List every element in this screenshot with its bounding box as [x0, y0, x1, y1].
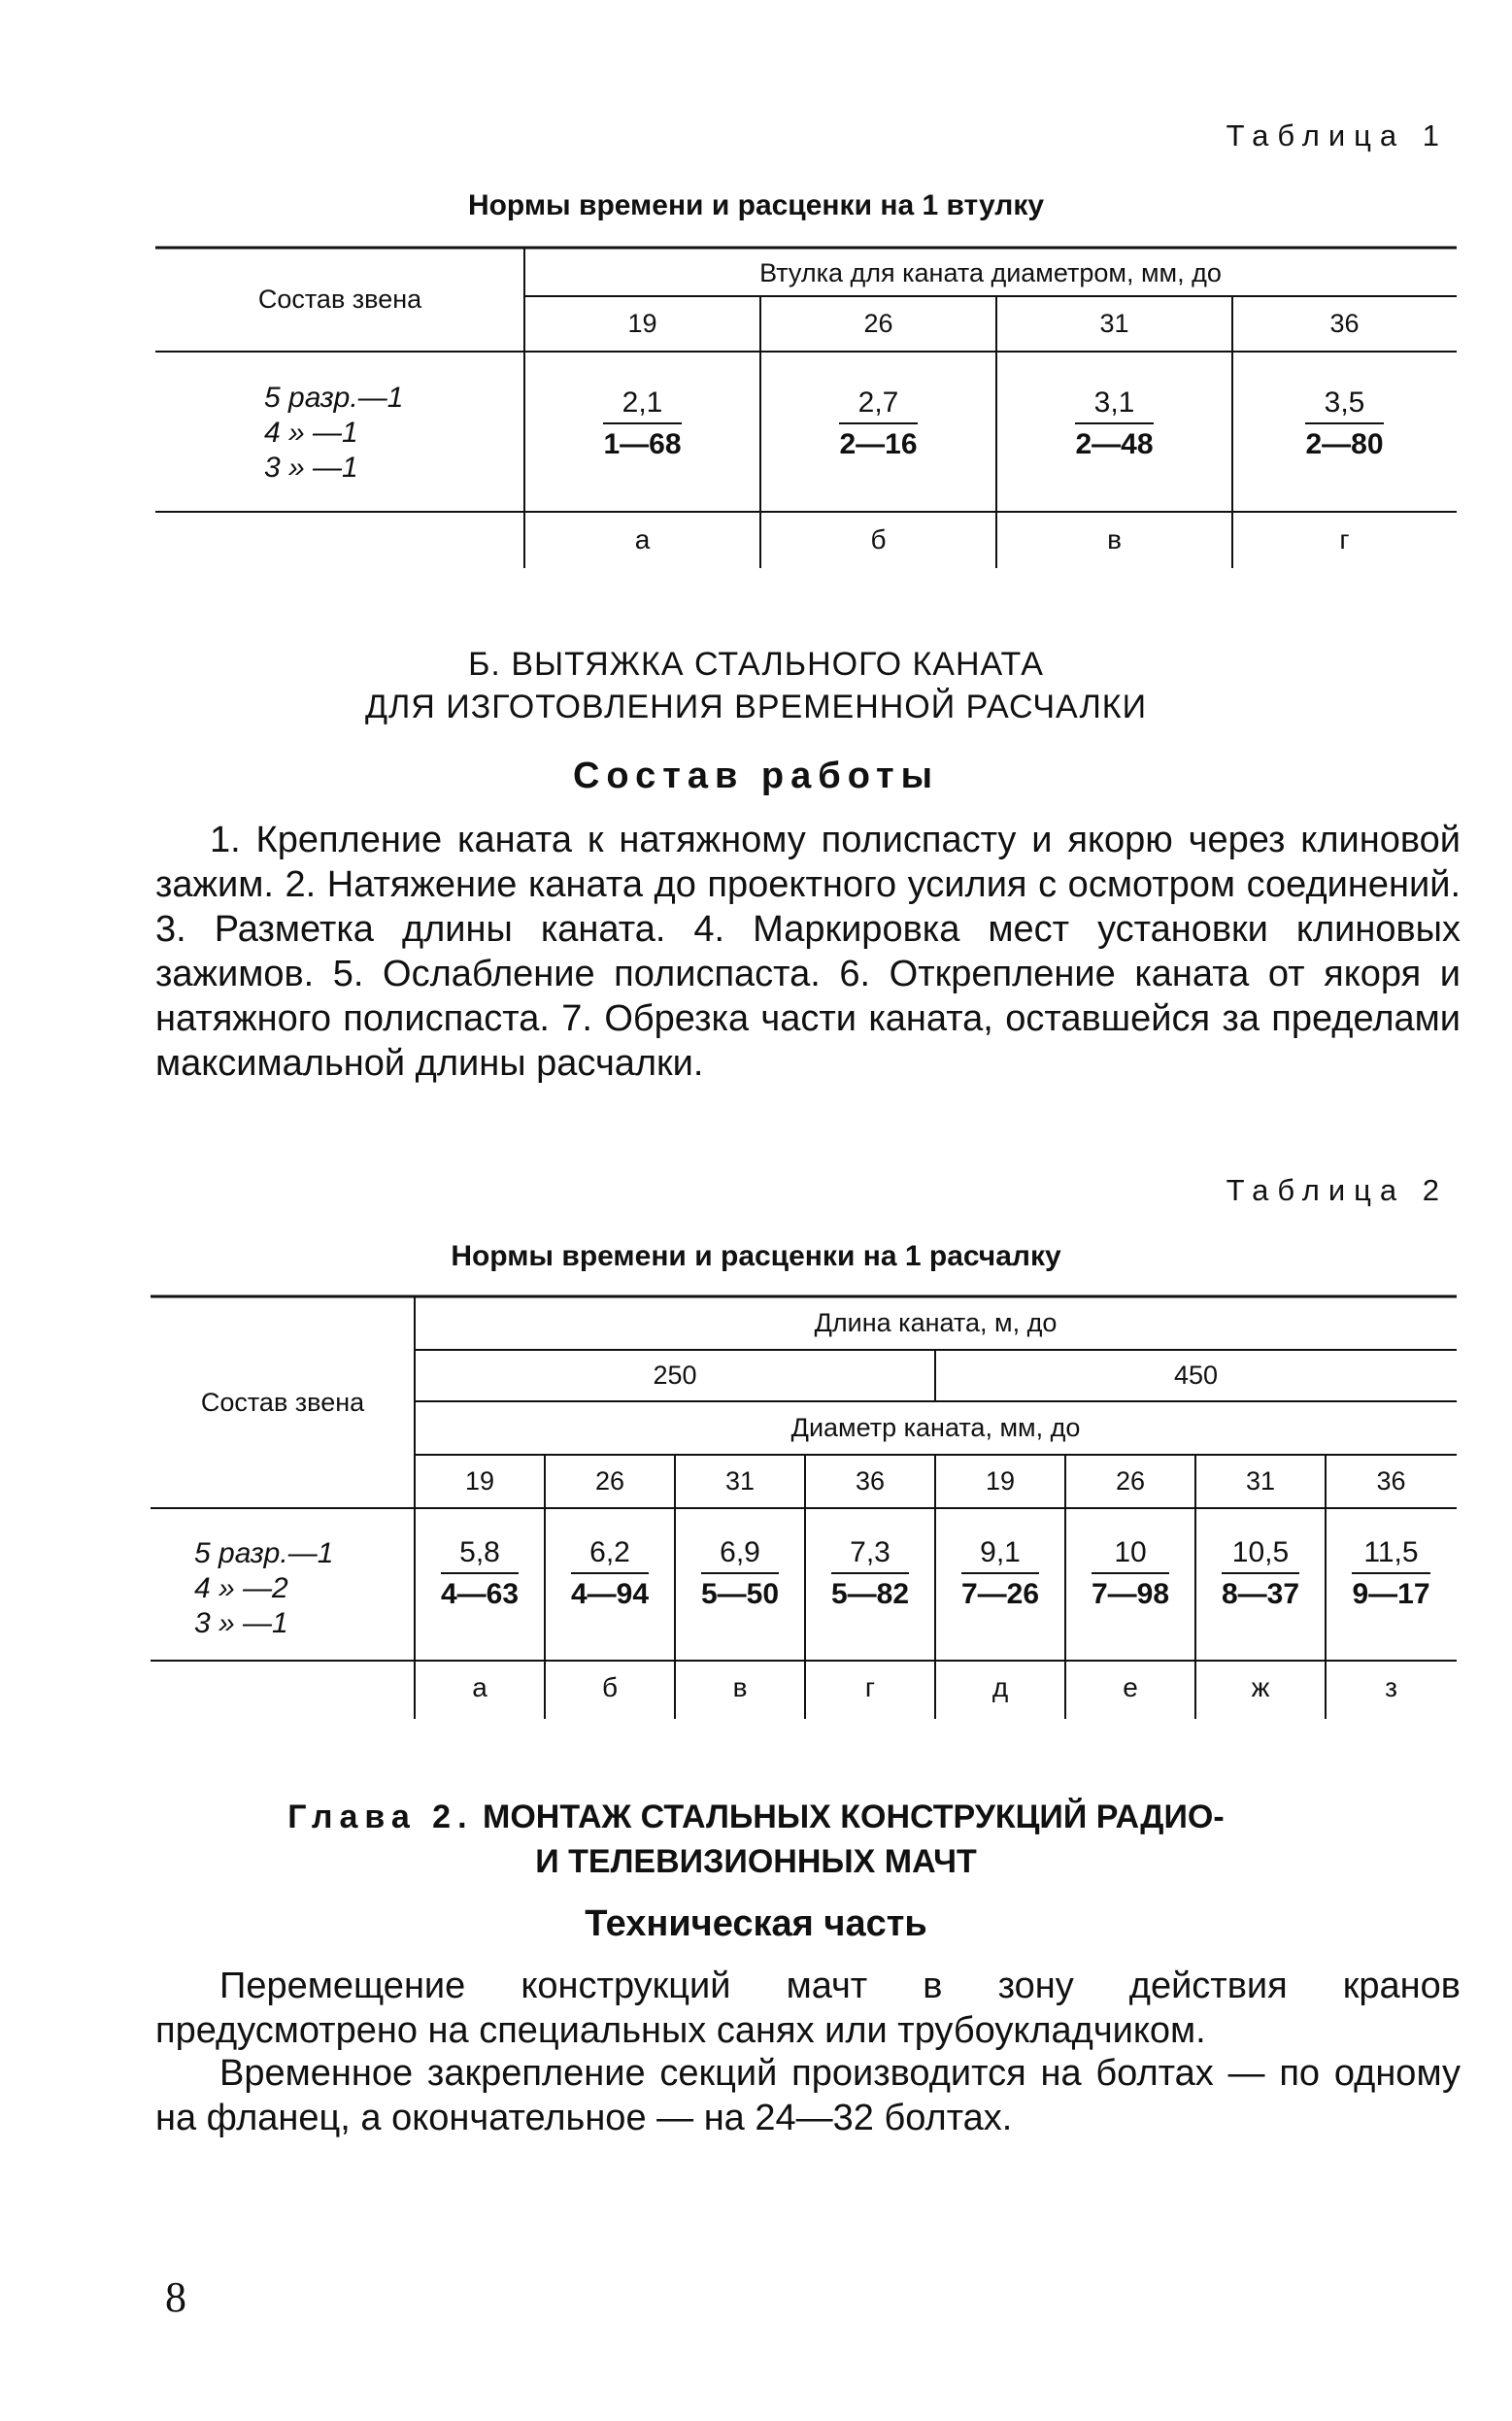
table2-row-header: Состав звена [200, 1387, 365, 1417]
table2-column-letter: д [991, 1672, 1009, 1702]
chapter-prefix: Глава 2. [287, 1799, 474, 1835]
table2-length-value: 450 [1173, 1361, 1219, 1390]
time-norm: 6,2 [571, 1536, 649, 1574]
price: 2—16 [839, 428, 918, 460]
table2-title: Нормы времени и расценки на 1 расчалку [451, 1240, 1061, 1272]
chapter-title-line: МОНТАЖ СТАЛЬНЫХ КОНСТРУКЦИЙ РАДИО- [483, 1799, 1225, 1835]
table2-diameter-header: Диаметр каната, мм, до [790, 1413, 1081, 1442]
table1-group-header: Втулка для каната диаметром, мм, до [759, 258, 1222, 287]
table2-column-letter: а [472, 1672, 487, 1702]
table2-cell [1326, 1536, 1457, 1611]
table1-col-header: 31 [1099, 309, 1129, 338]
table2-length-value: 250 [653, 1361, 697, 1390]
price: 5—50 [700, 1578, 780, 1610]
chapter2-paragraph: Временное закрепление секций производится на болтах — по одному на фланец, а окончательное — на 24—32 болтах. [155, 2053, 1461, 2138]
technical-part-heading: Техническая часть [585, 1903, 927, 1944]
table2-cell [675, 1536, 805, 1611]
time-norm: 10 [1092, 1536, 1169, 1574]
table2-column-letter: е [1123, 1672, 1138, 1702]
price: 8—37 [1221, 1578, 1300, 1610]
composition-line: 3 » —1 [194, 1607, 288, 1639]
chapter-title-line: И ТЕЛЕВИЗИОННЫХ МАЧТ [535, 1843, 977, 1880]
price: 2—80 [1305, 428, 1384, 460]
table2-cell [1195, 1536, 1326, 1611]
price: 4—63 [440, 1578, 520, 1610]
composition-line: 5 разр.—1 [194, 1537, 334, 1569]
price: 4—94 [570, 1578, 650, 1610]
table1-title: Нормы времени и расценки на 1 втулку [467, 189, 1045, 221]
price: 5—82 [830, 1578, 910, 1610]
table2-col-header: 26 [1115, 1466, 1146, 1496]
time-norm: 11,5 [1352, 1536, 1429, 1574]
time-norm: 2,7 [839, 387, 917, 424]
work-composition-heading: Состав работы [572, 756, 940, 796]
table1-column-letter: в [1107, 524, 1122, 555]
table2-col-header: 36 [855, 1466, 886, 1496]
time-norm: 9,1 [961, 1536, 1039, 1574]
table1-col-header: 26 [863, 309, 893, 338]
table2-cell [935, 1536, 1065, 1611]
table2-column-letter: з [1385, 1672, 1397, 1702]
table2-col-header: 19 [985, 1466, 1016, 1496]
table1-column-letter: б [870, 524, 887, 555]
time-norm: 6,9 [701, 1536, 779, 1574]
table2-cell [1065, 1536, 1195, 1611]
price: 1—68 [603, 428, 682, 460]
table2-cell [805, 1536, 935, 1611]
table2-col-header: 31 [724, 1466, 756, 1496]
table2-col-header: 36 [1376, 1466, 1406, 1496]
price: 9—17 [1352, 1578, 1430, 1610]
composition-line: 4 » —2 [194, 1572, 288, 1604]
work-composition-text: 1. Крепление каната к натяжному полиспасту и якорю через клиновой зажим. 2. Натяжение каната до проектного усилия с осмотром соединений. 3. Разметка длины каната. 4. Маркировка мест установки клиновых зажимов. 5. Ослабление полиспаста. 6. Открепление каната от якоря и натяжного полиспаста. 7. Обрезка части каната, оставшейся за пределами максимальной длины расчалки. [155, 820, 1461, 1084]
table2-label: Таблица 2 [1226, 1173, 1448, 1207]
section-heading-line: Б. ВЫТЯЖКА СТАЛЬНОГО КАНАТА [468, 646, 1044, 683]
table2-column-letter: в [732, 1672, 748, 1702]
table1-col-header: 36 [1329, 309, 1360, 338]
time-norm: 7,3 [831, 1536, 909, 1574]
page-number: 8 [165, 2273, 186, 2321]
time-norm: 10,5 [1222, 1536, 1299, 1574]
chapter2-paragraph: Перемещение конструкций мачт в зону действия кранов предусмотрено на специальных санях или трубоукладчиком. [155, 1966, 1461, 2051]
table1-row-header: Состав звена [257, 285, 422, 314]
table1-label: Таблица 1 [1226, 118, 1448, 152]
price: 7—98 [1091, 1578, 1170, 1610]
table2-column-letter: г [864, 1672, 876, 1702]
table1-column-letter: г [1339, 524, 1350, 555]
price: 7—26 [960, 1578, 1040, 1610]
table2-cell [415, 1536, 545, 1611]
table2-col-header: 26 [594, 1466, 625, 1496]
composition-line: 4 » —1 [264, 417, 358, 449]
table2-column-letter: б [601, 1672, 619, 1702]
table2-col-header: 19 [464, 1466, 495, 1496]
section-heading-line: ДЛЯ ИЗГОТОВЛЕНИЯ ВРЕМЕННОЙ РАСЧАЛКИ [364, 689, 1148, 725]
time-norm: 3,1 [1075, 387, 1153, 424]
table2-col-header: 31 [1245, 1466, 1276, 1496]
time-norm: 2,1 [603, 387, 681, 424]
composition-line: 3 » —1 [264, 452, 358, 484]
table2-length-header: Длина каната, м, до [814, 1308, 1058, 1337]
table1-column-letter: а [634, 524, 651, 555]
chapter2-heading [0, 1795, 1512, 1884]
composition-line: 5 разр.—1 [264, 382, 404, 414]
price: 2—48 [1075, 428, 1154, 460]
time-norm: 5,8 [441, 1536, 519, 1574]
table2-cell [545, 1536, 675, 1611]
table2-composition [194, 1536, 333, 1641]
table2-column-letter: ж [1251, 1672, 1270, 1702]
table1-col-header: 19 [627, 309, 657, 338]
time-norm: 3,5 [1305, 387, 1383, 424]
